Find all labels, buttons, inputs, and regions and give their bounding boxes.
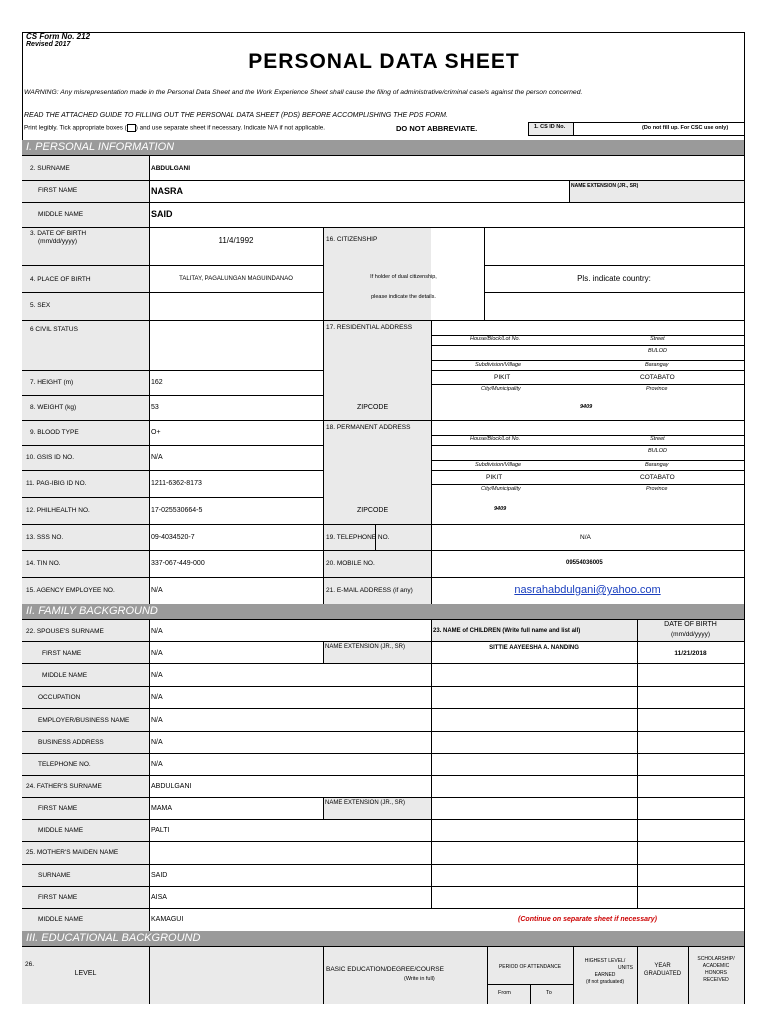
perm-city-value[interactable]: PIKIT (486, 474, 503, 481)
height-value[interactable]: 162 (151, 379, 163, 386)
middle-name-value[interactable]: SAID (151, 209, 173, 219)
print-legibly-text (24, 124, 325, 132)
edu-from-label: From (498, 990, 511, 996)
perm-province-value[interactable]: COTABATO (640, 474, 675, 481)
pagibig-label: 11. PAG-IBIG ID NO. (26, 480, 87, 487)
cs-id-label: 1. CS ID No. (534, 124, 566, 130)
res-city-label: City/Municipality (481, 386, 521, 392)
dual-citizenship-1: If holder of dual citizenship, (370, 274, 437, 280)
mobile-label: 20. MOBILE NO. (326, 560, 375, 567)
spouse-surname-label: 22. SPOUSE'S SURNAME (26, 628, 104, 635)
pob-label: 4. PLACE OF BIRTH (30, 276, 91, 283)
child-name-value[interactable]: SITTIE AAYEESHA A. NANDING (489, 645, 579, 651)
res-house-block: House/Block/Lot No. (470, 336, 521, 342)
edu-year-1: YEAR (654, 963, 671, 969)
dual-citizenship-2: please indicate the details. (371, 294, 436, 300)
email-link[interactable]: nasrahabdulgani@yahoo.com (514, 584, 661, 596)
spouse-telephone-value[interactable]: N/A (151, 761, 163, 768)
res-zipcode-value[interactable]: 9409 (580, 404, 593, 410)
weight-value[interactable]: 53 (151, 404, 159, 411)
mother-middle-value[interactable]: KAMAGUI (151, 916, 184, 923)
business-address-value[interactable]: N/A (151, 739, 163, 746)
edu-highest-2: UNITS (618, 965, 633, 971)
height-label: 7. HEIGHT (m) (30, 379, 74, 386)
res-barangay-label: Barangay (645, 362, 669, 368)
agency-no-value[interactable]: N/A (151, 587, 163, 594)
edu-year-2: GRADUATED (643, 971, 682, 977)
spouse-first-label: FIRST NAME (42, 650, 82, 657)
perm-zipcode-value[interactable]: 9409 (494, 506, 507, 512)
child-dob-value[interactable]: 11/21/2018 (674, 650, 707, 657)
perm-barangay-value[interactable]: BULOD (648, 448, 667, 454)
spouse-telephone-label: TELEPHONE NO. (38, 761, 91, 768)
tin-label: 14. TIN NO. (26, 560, 61, 567)
mother-first-value[interactable]: AISA (151, 894, 167, 901)
perm-city-label: City/Municipality (481, 486, 521, 492)
perm-province-label: Province (646, 486, 668, 492)
surname-label: 2. SURNAME (30, 165, 70, 172)
dob-label: 3. DATE OF BIRTH (30, 230, 87, 237)
pob-value[interactable]: TALITAY, PAGALUNGAN MAGUINDANAO (179, 276, 293, 282)
perm-subdivision: Subdivision/Village (475, 462, 522, 468)
mobile-value[interactable]: 09554036005 (566, 560, 603, 566)
label-col-mid (323, 227, 431, 604)
tin-value[interactable]: 337-067-449-000 (151, 560, 205, 567)
mother-surname-value[interactable]: SAID (151, 872, 168, 879)
edu-highest-level (573, 958, 637, 986)
edu-scholarship (688, 956, 744, 984)
children-dob-label: DATE OF BIRTH (664, 621, 717, 628)
dob-value[interactable]: 11/4/1992 (218, 236, 254, 245)
indicate-country: Pls. indicate country: (577, 274, 651, 283)
father-surname-label: 24. FATHER'S SURNAME (26, 783, 102, 790)
perm-barangay-label: Barangay (645, 462, 669, 468)
res-zipcode-label: ZIPCODE (357, 404, 389, 411)
spouse-middle-value[interactable]: N/A (151, 672, 163, 679)
father-first-value[interactable]: MAMA (151, 805, 172, 812)
telephone-label: 19. TELEPHONE NO. (326, 534, 390, 541)
blood-type-label: 9. BLOOD TYPE (30, 429, 79, 436)
edu-write-full: (Write in full) (404, 976, 435, 982)
spouse-first-value[interactable]: N/A (151, 650, 163, 657)
philhealth-label: 12. PHILHEALTH NO. (26, 507, 90, 514)
father-name-ext-label: NAME EXTENSION (JR., SR) (325, 800, 406, 806)
pagibig-value[interactable]: 1211-6362-8173 (151, 480, 202, 487)
section-personal-info: I. PERSONAL INFORMATION (22, 140, 744, 155)
do-not-abbreviate: DO NOT ABBREVIATE. (396, 124, 478, 133)
res-province-label: Province (646, 386, 668, 392)
csc-use-only: (Do not fill up. For CSC use only) (642, 125, 729, 131)
weight-label: 8. WEIGHT (kg) (30, 404, 77, 411)
perm-street: Street (650, 436, 665, 442)
frame-top (22, 32, 744, 33)
gsis-label: 10. GSIS ID NO. (26, 454, 75, 461)
page-title: PERSONAL DATA SHEET (248, 50, 520, 73)
first-name-value[interactable]: NASRA (151, 186, 184, 196)
dob-format: (mm/dd/yyyy) (38, 238, 77, 245)
mother-middle-label: MIDDLE NAME (38, 916, 84, 923)
perm-zipcode-label: ZIPCODE (357, 507, 389, 514)
occupation-label: OCCUPATION (38, 694, 81, 701)
edu-year-graduated (637, 962, 688, 978)
gsis-value[interactable]: N/A (151, 454, 163, 461)
edu-highest-4: (if not graduated) (585, 979, 625, 985)
edu-number: 26. (25, 961, 35, 968)
employer-value[interactable]: N/A (151, 717, 163, 724)
civil-status-label: 6 CIVIL STATUS (30, 326, 78, 333)
warning-text: WARNING: Any misrepresentation made in the Personal Data Sheet and the Work Experience Sheet shall cause the filing of administrative/criminal case/s against the person concerned. (24, 89, 583, 96)
tick-box (127, 124, 136, 132)
father-middle-value[interactable]: PALTI (151, 827, 170, 834)
revised-label: Revised 2017 (26, 41, 71, 48)
father-surname-value[interactable]: ABDULGANI (151, 783, 192, 790)
surname-value[interactable]: ABDULGANI (151, 165, 190, 172)
employer-label: EMPLOYER/BUSINESS NAME (38, 717, 130, 724)
res-street: Street (650, 336, 665, 342)
print-legibly-part2: ) and use separate sheet if necessary. Indicate N/A if not applicable. (135, 124, 326, 132)
print-legibly-part1: Print legibly. Tick appropriate boxes ( (24, 124, 127, 132)
res-province-value[interactable]: COTABATO (640, 374, 675, 381)
telephone-value[interactable]: N/A (580, 534, 591, 541)
sss-value[interactable]: 09-4034520-7 (151, 534, 195, 541)
res-address-label: 17. RESIDENTIAL ADDRESS (326, 324, 413, 331)
business-address-label: BUSINESS ADDRESS (38, 739, 104, 746)
father-first-label: FIRST NAME (38, 805, 78, 812)
blood-type-value[interactable]: O+ (151, 429, 161, 436)
first-name-label: FIRST NAME (38, 187, 78, 194)
frame-right (744, 32, 745, 1004)
mother-surname-label: SURNAME (38, 872, 71, 879)
read-guide-text: READ THE ATTACHED GUIDE TO FILLING OUT THE PERSONAL DATA SHEET (PDS) BEFORE ACCOMPLISHING THE PDS FORM. (24, 112, 448, 119)
form-number: CS Form No. 212 (26, 32, 91, 41)
philhealth-value[interactable]: 17-025530664-5 (151, 507, 203, 514)
edu-sch-1: SCHOLARSHIP/ (697, 956, 735, 962)
section-educational-background: III. EDUCATIONAL BACKGROUND (22, 931, 744, 946)
father-middle-label: MIDDLE NAME (38, 827, 84, 834)
spouse-middle-label: MIDDLE NAME (42, 672, 88, 679)
mother-maiden-label: 25. MOTHER'S MAIDEN NAME (26, 849, 119, 856)
email-label: 21. E-MAIL ADDRESS (if any) (326, 587, 413, 594)
edu-period-label: PERIOD OF ATTENDANCE (498, 964, 562, 970)
spouse-surname-value[interactable]: N/A (151, 628, 163, 635)
res-city-value[interactable]: PIKIT (494, 374, 511, 381)
occupation-value[interactable]: N/A (151, 694, 163, 701)
continue-note: (Continue on separate sheet if necessary) (518, 916, 657, 923)
edu-level-label: LEVEL (74, 970, 97, 977)
perm-house-block: House/Block/Lot No. (470, 436, 521, 442)
edu-highest-1: HIGHEST LEVEL/ (584, 958, 626, 964)
middle-name-label: MIDDLE NAME (38, 211, 84, 218)
edu-course-label: BASIC EDUCATION/DEGREE/COURSE (326, 966, 444, 973)
edu-sch-3: HONORS (705, 970, 727, 976)
edu-sch-2: ACADEMIC (702, 963, 730, 969)
spouse-name-ext-label: NAME EXTENSION (JR., SR) (325, 644, 406, 650)
children-label: 23. NAME of CHILDREN (Write full name and list all) (433, 628, 581, 634)
section-family-background: II. FAMILY BACKGROUND (22, 604, 744, 619)
res-barangay-value[interactable]: BULOD (648, 348, 667, 354)
citizenship-label: 16. CITIZENSHIP (326, 236, 378, 243)
res-subdivision: Subdivision/Village (475, 362, 522, 368)
perm-address-label: 18. PERMANENT ADDRESS (326, 424, 411, 431)
sex-label: 5. SEX (30, 302, 51, 309)
sss-label: 13. SSS NO. (26, 534, 64, 541)
name-ext-label: NAME EXTENSION (JR., SR) (571, 183, 639, 189)
agency-no-label: 15. AGENCY EMPLOYEE NO. (26, 587, 115, 594)
children-dob-format: (mm/dd/yyyy) (671, 631, 710, 638)
mother-first-label: FIRST NAME (38, 894, 78, 901)
edu-highest-3: EARNED (594, 972, 616, 978)
edu-to-label: To (546, 990, 552, 996)
edu-sch-4: RECEIVED (703, 977, 729, 983)
